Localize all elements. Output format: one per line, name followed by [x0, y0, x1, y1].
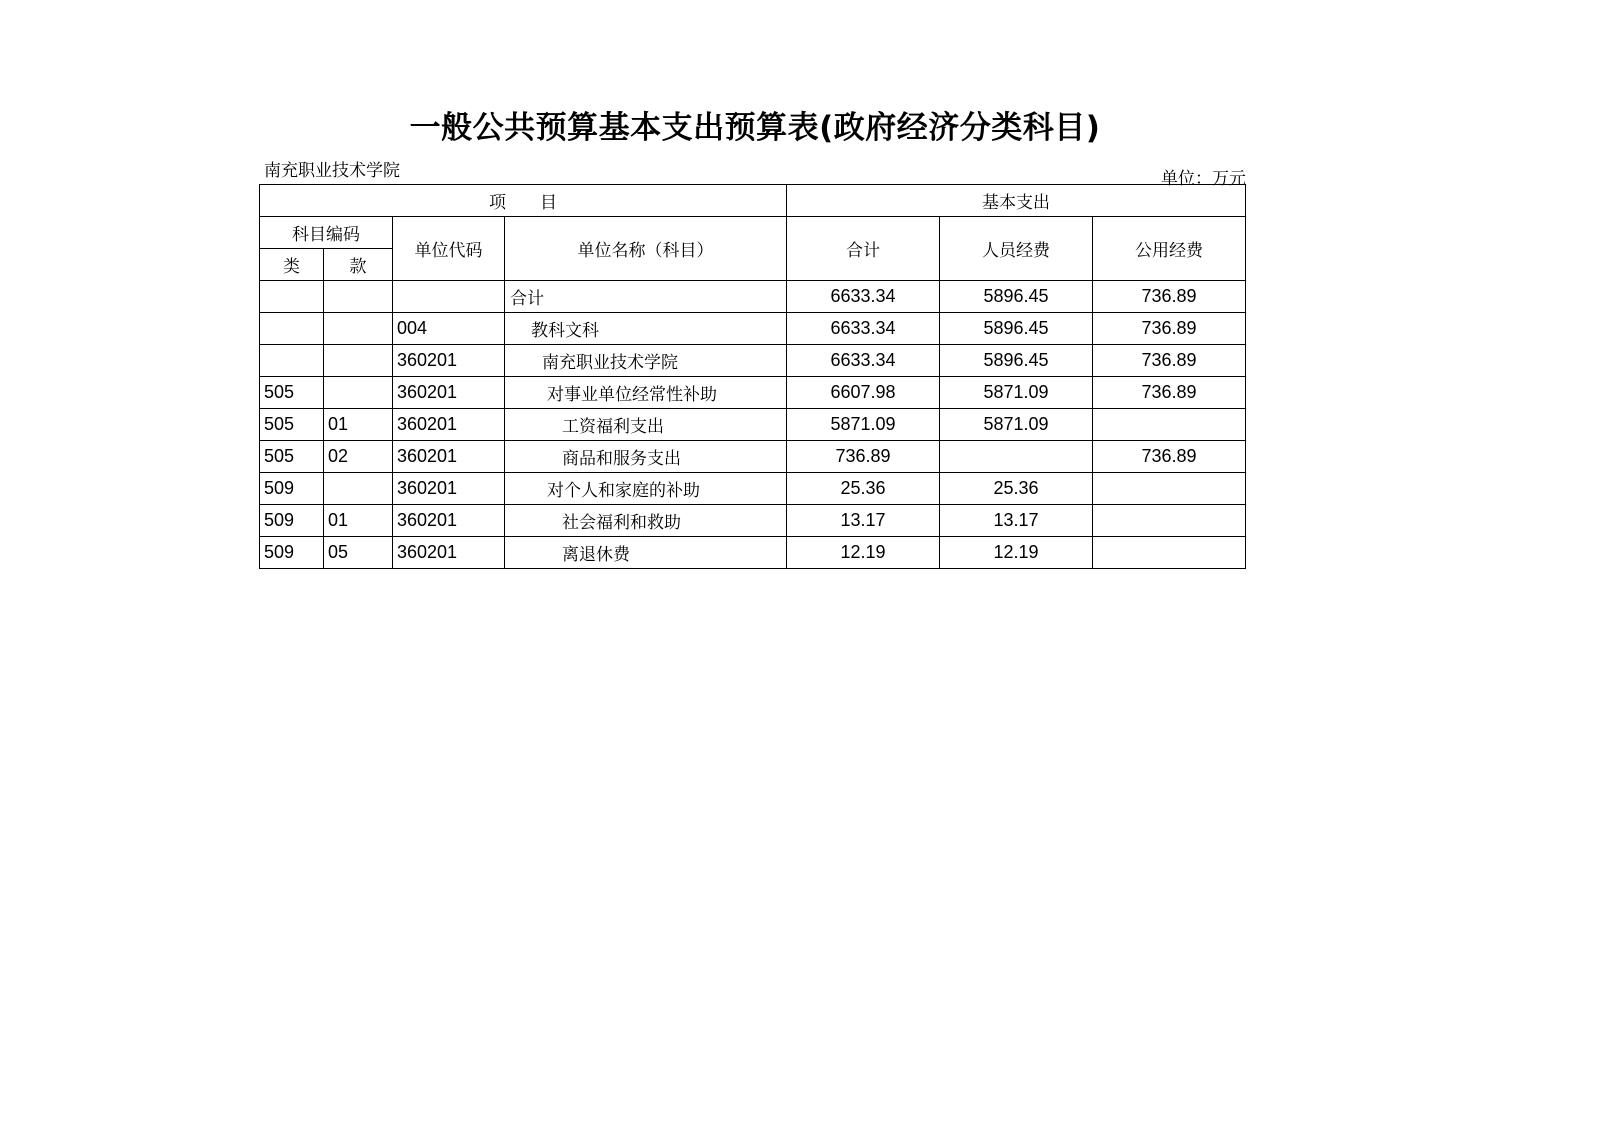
unit-code-cell: 360201 — [393, 409, 505, 441]
unit-code-cell: 004 — [393, 313, 505, 345]
item-cell — [324, 281, 393, 313]
unit-code-cell: 360201 — [393, 505, 505, 537]
subject-code-header: 科目编码 — [260, 217, 393, 249]
unit-code-cell: 360201 — [393, 377, 505, 409]
header-row-1 — [260, 185, 1246, 217]
unit-name-cell: 南充职业技术学院 — [505, 345, 787, 377]
public-cell: 736.89 — [1093, 377, 1246, 409]
table-row — [260, 281, 1246, 313]
unit-code-cell: 360201 — [393, 345, 505, 377]
personnel-cell: 5896.45 — [940, 313, 1093, 345]
category-cell: 505 — [260, 441, 324, 473]
total-cell: 5871.09 — [787, 409, 940, 441]
public-cell: 736.89 — [1093, 281, 1246, 313]
table-row — [260, 537, 1246, 569]
personnel-cell: 25.36 — [940, 473, 1093, 505]
public-cell: 736.89 — [1093, 313, 1246, 345]
category-cell — [260, 345, 324, 377]
item-cell: 01 — [324, 409, 393, 441]
unit-code-cell: 360201 — [393, 441, 505, 473]
item-cell — [324, 377, 393, 409]
public-cell — [1093, 505, 1246, 537]
organization-name: 南充职业技术学院 — [264, 161, 400, 181]
table-row — [260, 409, 1246, 441]
public-cell — [1093, 473, 1246, 505]
personnel-cell — [940, 441, 1093, 473]
public-cell: 736.89 — [1093, 441, 1246, 473]
total-cell: 6633.34 — [787, 313, 940, 345]
unit-name-cell: 对事业单位经常性补助 — [505, 377, 787, 409]
unit-code-cell: 360201 — [393, 473, 505, 505]
category-cell: 505 — [260, 409, 324, 441]
category-cell — [260, 313, 324, 345]
unit-code-cell — [393, 281, 505, 313]
total-cell: 25.36 — [787, 473, 940, 505]
public-cell: 736.89 — [1093, 345, 1246, 377]
header-row-2 — [260, 217, 1246, 249]
category-cell — [260, 281, 324, 313]
table-row — [260, 505, 1246, 537]
personnel-cell: 13.17 — [940, 505, 1093, 537]
unit-name-cell: 教科文科 — [505, 313, 787, 345]
category-cell: 505 — [260, 377, 324, 409]
public-cell — [1093, 409, 1246, 441]
item-cell — [324, 345, 393, 377]
item-header: 款 — [324, 249, 393, 281]
item-cell: 02 — [324, 441, 393, 473]
public-header: 公用经费 — [1093, 217, 1246, 281]
unit-label: 单位：万元 — [1161, 169, 1246, 189]
category-cell: 509 — [260, 505, 324, 537]
budget-table — [259, 184, 1246, 569]
table-row — [260, 313, 1246, 345]
unit-name-cell: 合计 — [505, 281, 787, 313]
unit-name-header: 单位名称（科目） — [505, 217, 787, 281]
item-cell: 01 — [324, 505, 393, 537]
personnel-cell: 12.19 — [940, 537, 1093, 569]
public-cell — [1093, 537, 1246, 569]
category-cell: 509 — [260, 537, 324, 569]
unit-code-header: 单位代码 — [393, 217, 505, 281]
total-cell: 6633.34 — [787, 345, 940, 377]
project-header: 项 目 — [260, 185, 787, 217]
personnel-cell: 5871.09 — [940, 377, 1093, 409]
unit-code-cell: 360201 — [393, 537, 505, 569]
total-cell: 6607.98 — [787, 377, 940, 409]
unit-name-cell: 工资福利支出 — [505, 409, 787, 441]
unit-name-cell: 对个人和家庭的补助 — [505, 473, 787, 505]
item-cell: 05 — [324, 537, 393, 569]
category-cell: 509 — [260, 473, 324, 505]
total-header: 合计 — [787, 217, 940, 281]
table-row — [260, 441, 1246, 473]
personnel-header: 人员经费 — [940, 217, 1093, 281]
category-header: 类 — [260, 249, 324, 281]
unit-name-cell: 离退休费 — [505, 537, 787, 569]
table-row — [260, 377, 1246, 409]
total-cell: 13.17 — [787, 505, 940, 537]
unit-name-cell: 商品和服务支出 — [505, 441, 787, 473]
personnel-cell: 5871.09 — [940, 409, 1093, 441]
table-row — [260, 473, 1246, 505]
personnel-cell: 5896.45 — [940, 345, 1093, 377]
table-row — [260, 345, 1246, 377]
item-cell — [324, 313, 393, 345]
unit-name-cell: 社会福利和救助 — [505, 505, 787, 537]
total-cell: 6633.34 — [787, 281, 940, 313]
total-cell: 736.89 — [787, 441, 940, 473]
basic-expenditure-header: 基本支出 — [787, 185, 1246, 217]
page-title: 一般公共预算基本支出预算表(政府经济分类科目) — [409, 110, 1101, 146]
item-cell — [324, 473, 393, 505]
total-cell: 12.19 — [787, 537, 940, 569]
personnel-cell: 5896.45 — [940, 281, 1093, 313]
